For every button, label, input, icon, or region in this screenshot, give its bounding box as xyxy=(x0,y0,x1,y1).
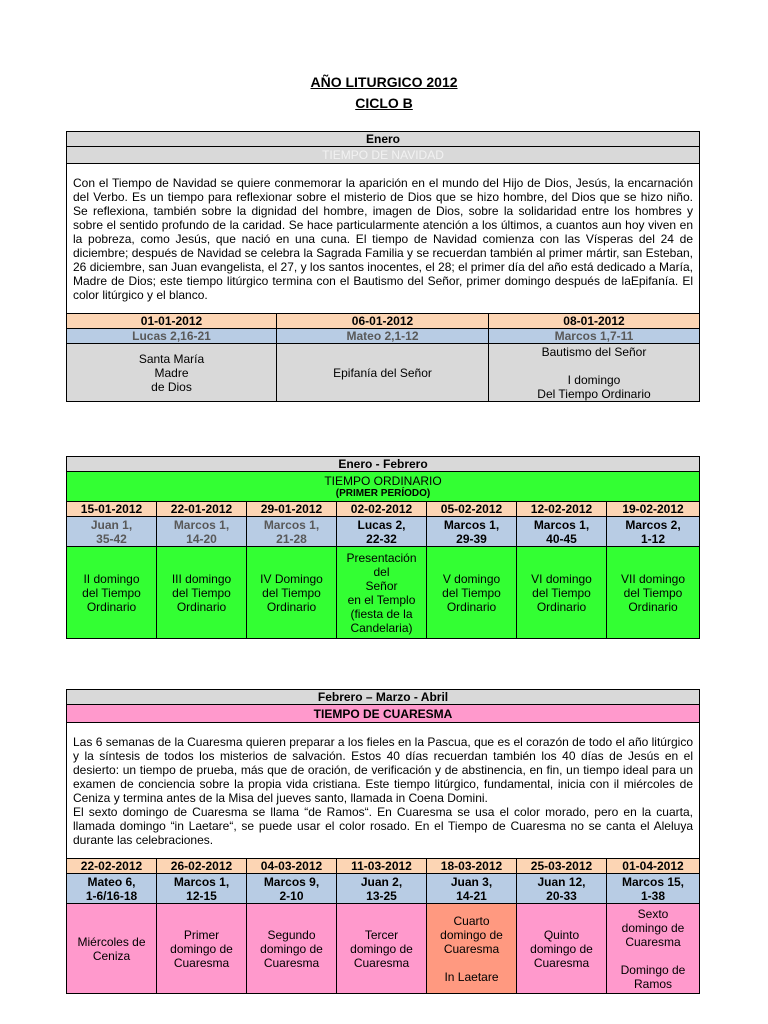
section-month: Enero - Febrero xyxy=(67,457,700,472)
reading-cell: Marcos 1, 29-39 xyxy=(427,517,517,547)
date-cell: 29-01-2012 xyxy=(247,502,337,517)
section-banner: TIEMPO DE NAVIDAD xyxy=(67,147,700,164)
date-cell: 25-03-2012 xyxy=(517,859,607,874)
date-cell: 19-02-2012 xyxy=(607,502,700,517)
feast-cell: Presentación del Señor en el Templo (fiesta de la Candelaria) xyxy=(337,547,427,639)
reading-row xyxy=(67,874,700,904)
banner-subtitle: (PRIMER PERÍODO) xyxy=(335,488,431,499)
date-cell: 12-02-2012 xyxy=(517,502,607,517)
reading-cell: Lucas 2, 22-32 xyxy=(337,517,427,547)
date-row xyxy=(67,502,700,517)
date-row xyxy=(67,859,700,874)
reading-cell: Marcos 1, 14-20 xyxy=(157,517,247,547)
reading-cell: Marcos 9, 2-10 xyxy=(247,874,337,904)
document-title: AÑO LITURGICO 2012 xyxy=(310,74,458,90)
reading-cell: Marcos 2, 1-12 xyxy=(607,517,700,547)
reading-cell: Marcos 1,7-11 xyxy=(489,329,700,344)
date-cell: 06-01-2012 xyxy=(277,314,489,329)
reading-cell: Juan 1, 35-42 xyxy=(67,517,157,547)
document-subtitle: CICLO B xyxy=(355,95,413,111)
reading-cell: Mateo 6, 1-6/16-18 xyxy=(67,874,157,904)
date-cell: 26-02-2012 xyxy=(157,859,247,874)
feast-row xyxy=(67,904,700,994)
date-cell: 18-03-2012 xyxy=(427,859,517,874)
reading-cell: Lucas 2,16-21 xyxy=(67,329,277,344)
section-banner: TIEMPO DE CUARESMA xyxy=(67,705,700,723)
description-paragraph: El sexto domingo de Cuaresma se llama “de Ramos“. En Cuaresma se usa el color morado, pero en la cuarta, llamada domingo “in Laetare“, se puede usar el color rosado. En el Tiempo de Cuaresma no se canta el Aleluya durante las celebraciones. xyxy=(73,804,693,847)
feast-cell: Miércoles de Ceniza xyxy=(67,904,157,994)
feast-cell: Primer domingo de Cuaresma xyxy=(157,904,247,994)
date-cell: 08-01-2012 xyxy=(489,314,700,329)
reading-cell: Marcos 15, 1-38 xyxy=(607,874,700,904)
feast-cell: IV Domingo del Tiempo Ordinario xyxy=(247,547,337,639)
cuaresma-table xyxy=(66,689,700,994)
feast-cell: V domingo del Tiempo Ordinario xyxy=(427,547,517,639)
section-banner xyxy=(67,472,700,502)
feast-cell: VII domingo del Tiempo Ordinario xyxy=(607,547,700,639)
description-paragraph: Las 6 semanas de la Cuaresma quieren preparar a los fieles en la Pascua, que es el corazón de todo el año litúrgico y la síntesis de todos los misterios de salvación. Estos 40 días recuerdan también los 40 días de Jesús en el desierto: un tiempo de prueba, más que de oración, de verificación y de abstinencia, en fin, un tiempo ideal para un examen de conciencia sobre la propia vida cristiana. Este tiempo litúrgico, fundamental, inicia con il miércoles de Ceniza y termina antes de la Misa del jueves santo, llamada in Coena Domini. xyxy=(73,734,693,805)
feast-row xyxy=(67,547,700,639)
feast-cell: Epifanía del Señor xyxy=(277,344,489,402)
reading-cell: Marcos 1, 12-15 xyxy=(157,874,247,904)
navidad-table xyxy=(66,131,700,402)
feast-cell: Cuarto domingo de Cuaresma In Laetare xyxy=(427,904,517,994)
reading-cell: Juan 2, 13-25 xyxy=(337,874,427,904)
date-cell: 05-02-2012 xyxy=(427,502,517,517)
feast-cell: Santa María Madre de Dios xyxy=(67,344,277,402)
ordinario-table xyxy=(66,456,700,639)
feast-cell: Tercer domingo de Cuaresma xyxy=(337,904,427,994)
feast-cell: Sexto domingo de Cuaresma Domingo de Ramos xyxy=(607,904,700,994)
reading-cell: Marcos 1, 21-28 xyxy=(247,517,337,547)
date-cell: 01-04-2012 xyxy=(607,859,700,874)
date-cell: 11-03-2012 xyxy=(337,859,427,874)
section-month: Enero xyxy=(67,132,700,147)
section-description: Con el Tiempo de Navidad se quiere conmemorar la aparición en el mundo del Hijo de Dios, Jesús, la encarnación del Verbo. Es un tiempo para reflexionar sobre el misterio de Dios que se hizo hombre, del Dios que se hizo niño. Se reflexiona, también sobre la dignidad del hombre, imagen de Dios, sobre la solidaridad entre los hombres y sobre el sentido profundo de la caridad. Se hace particularmente atención a los últimos, a cuantos aun hoy viven en la pobreza, como Jesús, que nació en una cuna. El tiempo de Navidad comienza con las Vísperas del 24 de diciembre; después de Navidad se celebra la Sagrada Familia y se recuerdan también al primer mártir, san Esteban, 26 diciembre, san Juan evangelista, el 27, y los santos inocentes, el 28; el primer día del año está dedicado a María, Madre de Dios; este tiempo litúrgico termina con el Bautismo del Señor, primer domingo después de laEpifanía. El color litúrgico y el blanco. xyxy=(67,164,700,314)
section-description xyxy=(67,723,700,859)
feast-cell: Bautismo del Señor I domingo Del Tiempo Ordinario xyxy=(489,344,700,402)
date-cell: 22-02-2012 xyxy=(67,859,157,874)
reading-cell: Juan 12, 20-33 xyxy=(517,874,607,904)
banner-title: TIEMPO ORDINARIO xyxy=(324,474,442,488)
feast-cell: VI domingo del Tiempo Ordinario xyxy=(517,547,607,639)
feast-cell: II domingo del Tiempo Ordinario xyxy=(67,547,157,639)
reading-cell: Marcos 1, 40-45 xyxy=(517,517,607,547)
date-cell: 01-01-2012 xyxy=(67,314,277,329)
reading-cell: Mateo 2,1-12 xyxy=(277,329,489,344)
section-month: Febrero – Marzo - Abril xyxy=(67,690,700,705)
reading-cell: Juan 3, 14-21 xyxy=(427,874,517,904)
date-cell: 04-03-2012 xyxy=(247,859,337,874)
feast-cell: Segundo domingo de Cuaresma xyxy=(247,904,337,994)
feast-cell: Quinto domingo de Cuaresma xyxy=(517,904,607,994)
date-cell: 02-02-2012 xyxy=(337,502,427,517)
feast-cell: III domingo del Tiempo Ordinario xyxy=(157,547,247,639)
date-cell: 22-01-2012 xyxy=(157,502,247,517)
reading-row xyxy=(67,517,700,547)
date-cell: 15-01-2012 xyxy=(67,502,157,517)
